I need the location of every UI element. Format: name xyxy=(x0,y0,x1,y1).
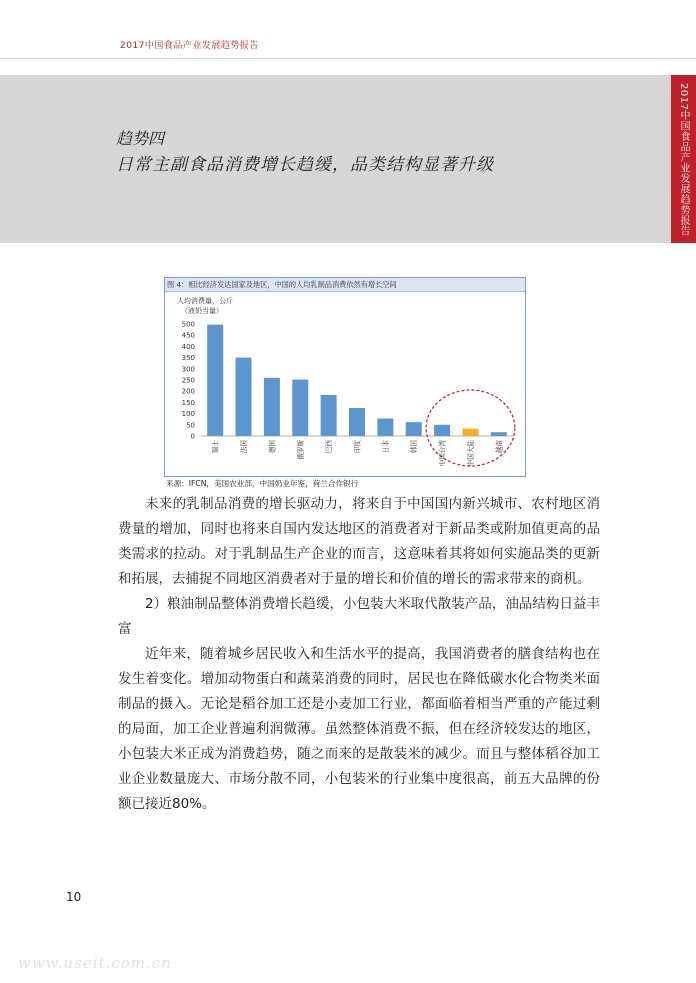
paragraph-3: 近年来，随着城乡居民收入和生活水平的提高，我国消费者的膳食结构也在发生着变化。增加动物蛋白和蔬菜消费的同时，居民也在降低碳水化合物类米面制品的摄入。无论是稻谷加工还是小麦加工行业，都面临着相当严重的产能过剩的局面，加工企业普遍利润微薄。虽然整体消费不振，但在经济较发达的地区，小包装大米正成为消费趋势，随之而来的是散装米的减少。而且与整体稻谷加工业企业数量庞大、市场分散不同，小包装米的行业集中度很高，前五大品牌的份额已接近80%。 xyxy=(118,646,600,812)
x-tick-label: 中国大陆 xyxy=(466,440,475,467)
x-tick-label: 越南 xyxy=(495,440,504,454)
header-divider xyxy=(0,58,696,59)
paragraph-2-heading: 2）粮油制品整体消费增长趋缓，小包装大米取代散装产品，油品结构日益丰富 xyxy=(118,596,600,637)
header-title: 2017中国食品产业发展趋势报告 xyxy=(120,41,259,51)
x-tick-label: 德国 xyxy=(268,440,277,454)
x-tick-label: 俄罗斯 xyxy=(296,440,305,460)
x-tick-label: 巴西 xyxy=(325,440,334,454)
x-tick-label: 日本 xyxy=(381,440,390,454)
y-tick-label: 100 xyxy=(181,410,195,419)
paragraph-1: 未来的乳制品消费的增长驱动力，将来自于中国国内新兴城市、农村地区消费量的增加，同时也将来自国内发达地区的消费者对于新品类或附加值更高的品类需求的拉动。对于乳制品生产企业的而言，这意味着其将如何实施品类的更新和拓展，去捕捉不同地区消费者对于量的增长和价值的增长的需求带来的商机。 xyxy=(118,496,600,587)
y-tick-label: 400 xyxy=(181,342,195,351)
y-tick-label: 200 xyxy=(181,387,195,396)
x-tick-label: 法国 xyxy=(240,440,249,454)
figure-caption: 图 4：相比经济发达国家及地区，中国的人均乳制品消费依然有增长空间 xyxy=(165,278,525,292)
y-tick-label: 450 xyxy=(181,331,195,340)
y-tick-label: 500 xyxy=(181,320,195,329)
y-axis-label: （液奶当量） xyxy=(181,307,223,315)
bar-中国台湾 xyxy=(434,425,450,436)
bar-俄罗斯 xyxy=(292,380,308,436)
section-title: 日常主副食品消费增长趋缓，品类结构显著升级 xyxy=(116,155,494,175)
y-tick-label: 50 xyxy=(186,421,195,430)
y-tick-label: 350 xyxy=(181,354,195,363)
y-tick-label: 150 xyxy=(181,398,195,407)
bar-日本 xyxy=(377,419,393,436)
watermark: www.useit.com.cn xyxy=(18,954,172,972)
bar-法国 xyxy=(236,358,252,436)
side-tab-text: 2017中国食品产业发展趋势报告 xyxy=(678,83,689,237)
section-label: 趋势四 xyxy=(116,129,165,148)
y-tick-label: 0 xyxy=(190,432,195,441)
x-tick-label: 中国台湾 xyxy=(438,440,447,467)
bar-越南 xyxy=(491,432,507,436)
bar-瑞士 xyxy=(207,325,223,436)
side-tab xyxy=(671,75,696,243)
body-text xyxy=(118,492,600,817)
bar-巴西 xyxy=(321,395,337,436)
x-tick-label: 印度 xyxy=(353,440,362,454)
y-axis-label: 人均消费量，公斤 xyxy=(177,297,233,305)
figure-chart xyxy=(164,277,526,477)
bar-中国大陆 xyxy=(462,429,478,436)
page-number: 10 xyxy=(66,890,82,904)
y-tick-label: 300 xyxy=(181,365,195,374)
x-tick-label: 瑞士 xyxy=(211,440,220,454)
bar-德国 xyxy=(264,378,280,436)
figure-source: 来源：IFCN，美国农业部，中国奶业年鉴，荷兰合作银行 xyxy=(166,479,359,488)
y-tick-label: 250 xyxy=(181,376,195,385)
bar-韩国 xyxy=(406,422,422,436)
bar-chart xyxy=(165,292,525,476)
x-tick-label: 韩国 xyxy=(410,440,419,454)
bar-印度 xyxy=(349,408,365,436)
